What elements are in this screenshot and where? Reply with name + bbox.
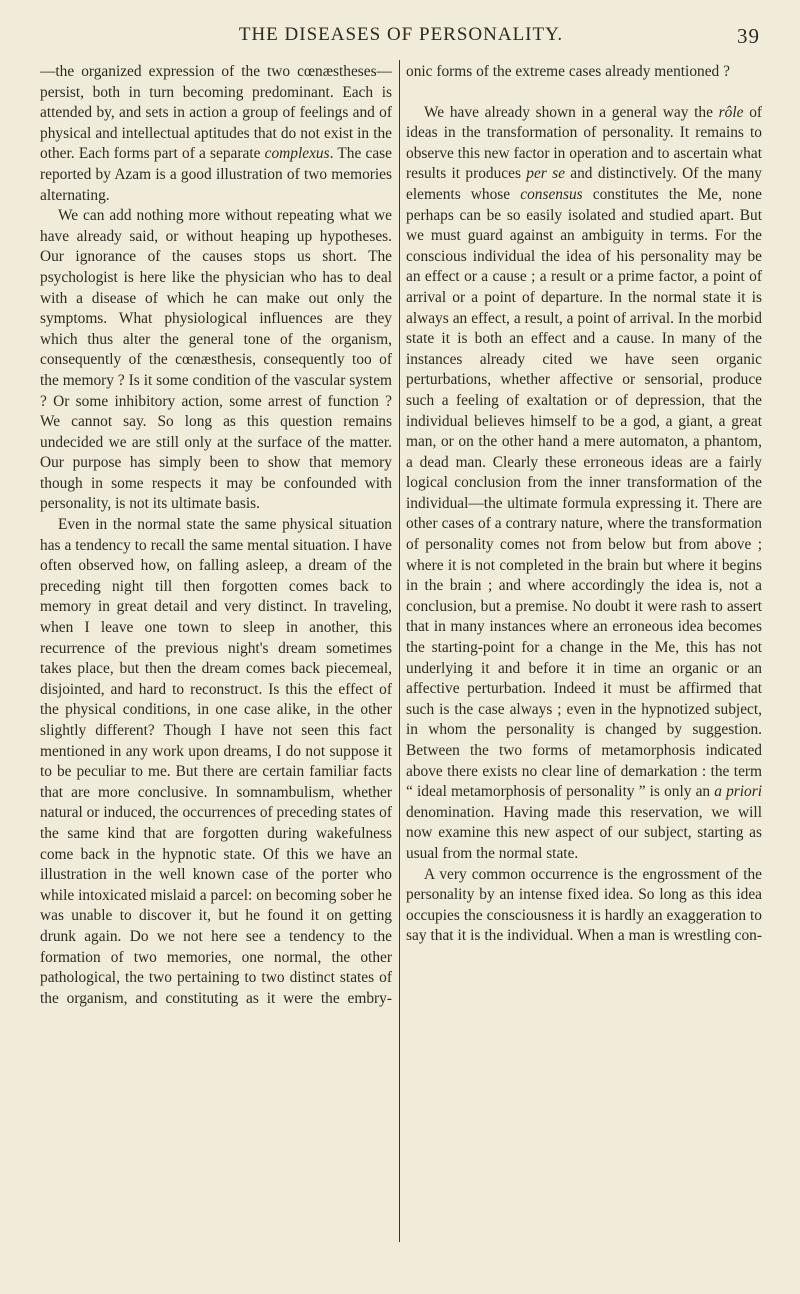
paragraph: Even in the normal state the same physical situation has a tendency to recall the same mental situation. I have often observed how, on falling asleep, a dream of the preceding night till then forgotten comes back to memory in great detail and very distinct. In traveling, when I leave one town to sleep in another, this recurrence of the previous night's dream sometimes takes place, but then the dream comes back piecemeal, disjointed, and hard to reconstruct. Is this the effect of the physical conditions, in one case alike, in the other slightly different? Though I have not seen this fact mentioned in any work upon dreams, I do not suppose it to be peculiar to me. But there are certain familiar facts that are more conclusive. In somnambulism, whether natural or induced, the occurrences of preceding states of the same kind that are forgotten during wakefulness come back in the hypnotic state. Of this we have an illustration in the well known case of the porter who while intoxicated mislaid a parcel: on becoming sober he was unable to discover it, but he found it on getting drunk again. Do we not here see a tendency to the formation of two memories, one normal, the other pathological, the two pertaining to two distinct states of the organism, and constituting as it were the embry- [40, 516, 392, 1007]
page-number: 39 [737, 24, 760, 48]
paragraph: A very common occurrence is the engrossment of the personality by an intense fixed idea. So long as this idea occupies the consciousness it is hardly an exaggeration to say that it is the individual. When a man is wrestling con- [406, 865, 762, 945]
column-divider [399, 60, 400, 1242]
paragraph: We can add nothing more without repeating what we have already said, or without heaping up hypotheses. Our ignorance of the causes stops us short. The psychologist is here like the physician who has to deal with a disease of which he can make out only the symptoms. What physiological influences are they which thus alter the general tone of the organism, consequently of the cœnæsthesis, consequently too of the memory ? Is it some condition of the vascular system ? Or some inhibitory action, some arrest of function ? We cannot say. So long as this question remains undecided we are still only at the surface of the matter. Our purpose has simply been to show that memory though in some respects it may be confounded with personality, is not its ultimate basis. [40, 207, 392, 513]
running-header [40, 24, 762, 46]
running-title: THE DISEASES OF PERSONALITY. [238, 24, 564, 45]
paragraph: onic forms of the extreme cases already mentioned ? [406, 63, 730, 80]
right-column [406, 62, 762, 947]
paragraph: —the organized expression of the two cœnæstheses—persist, both in turn becoming predominant. Each is attended by, and sets in action a group of feelings and of physical and intellectual aptitudes that do not exist in the other. Each forms part of a separate complexus. The case reported by Azam is a good illustration of two memories alternating. [40, 63, 392, 204]
paragraph: We have already shown in a general way the rôle of ideas in the transformation of personality. It remains to observe this new factor in operation and to ascertain what results it produces per se and distinctively. Of the many elements whose consensus constitutes the Me, none perhaps can be so easily isolated and studied apart. But we must guard against an ambiguity in terms. For the conscious individual the idea of his personality may be an effect or a cause ; a result or a prime factor, a point of arrival or a point of departure. In the normal state it is always an effect, a result, a point of arrival. In the morbid state it is both an effect and a cause. In many of the instances already cited we have seen organic perturbations, whether affective or sensorial, produce such a feeling of exaltation or of depression, that the individual believes himself to be a god, a giant, a great man, or on the other hand a mere automaton, a phantom, a dead man. Clearly these erroneous ideas are a fairly logical conclusion from the inner transformation of the individual—the ultimate formula expressing it. There are other cases of a contrary nature, where the transformation of personality comes not from below but from above ; where it is not completed in the brain but where it begins in the brain ; and where accordingly the idea is, not a conclusion, but a premise. No doubt it were rash to assert that in many instances where an erroneous idea becomes the starting-point for a change in the Me, this has not underlying it and before it in time an organic or an affective perturbation. Indeed it must be affirmed that such is the case always ; even in the hypnotized subject, in whom the personality is changed by suggestion. Between the two forms of metamorphosis indicated above there exists no clear line of demarkation : the term “ ideal metamorphosis of personality ” is only an a priori denomination. Having made this reservation, we will now examine this new aspect of our subject, starting as usual from the normal state. [406, 103, 763, 862]
left-column [40, 62, 392, 1009]
